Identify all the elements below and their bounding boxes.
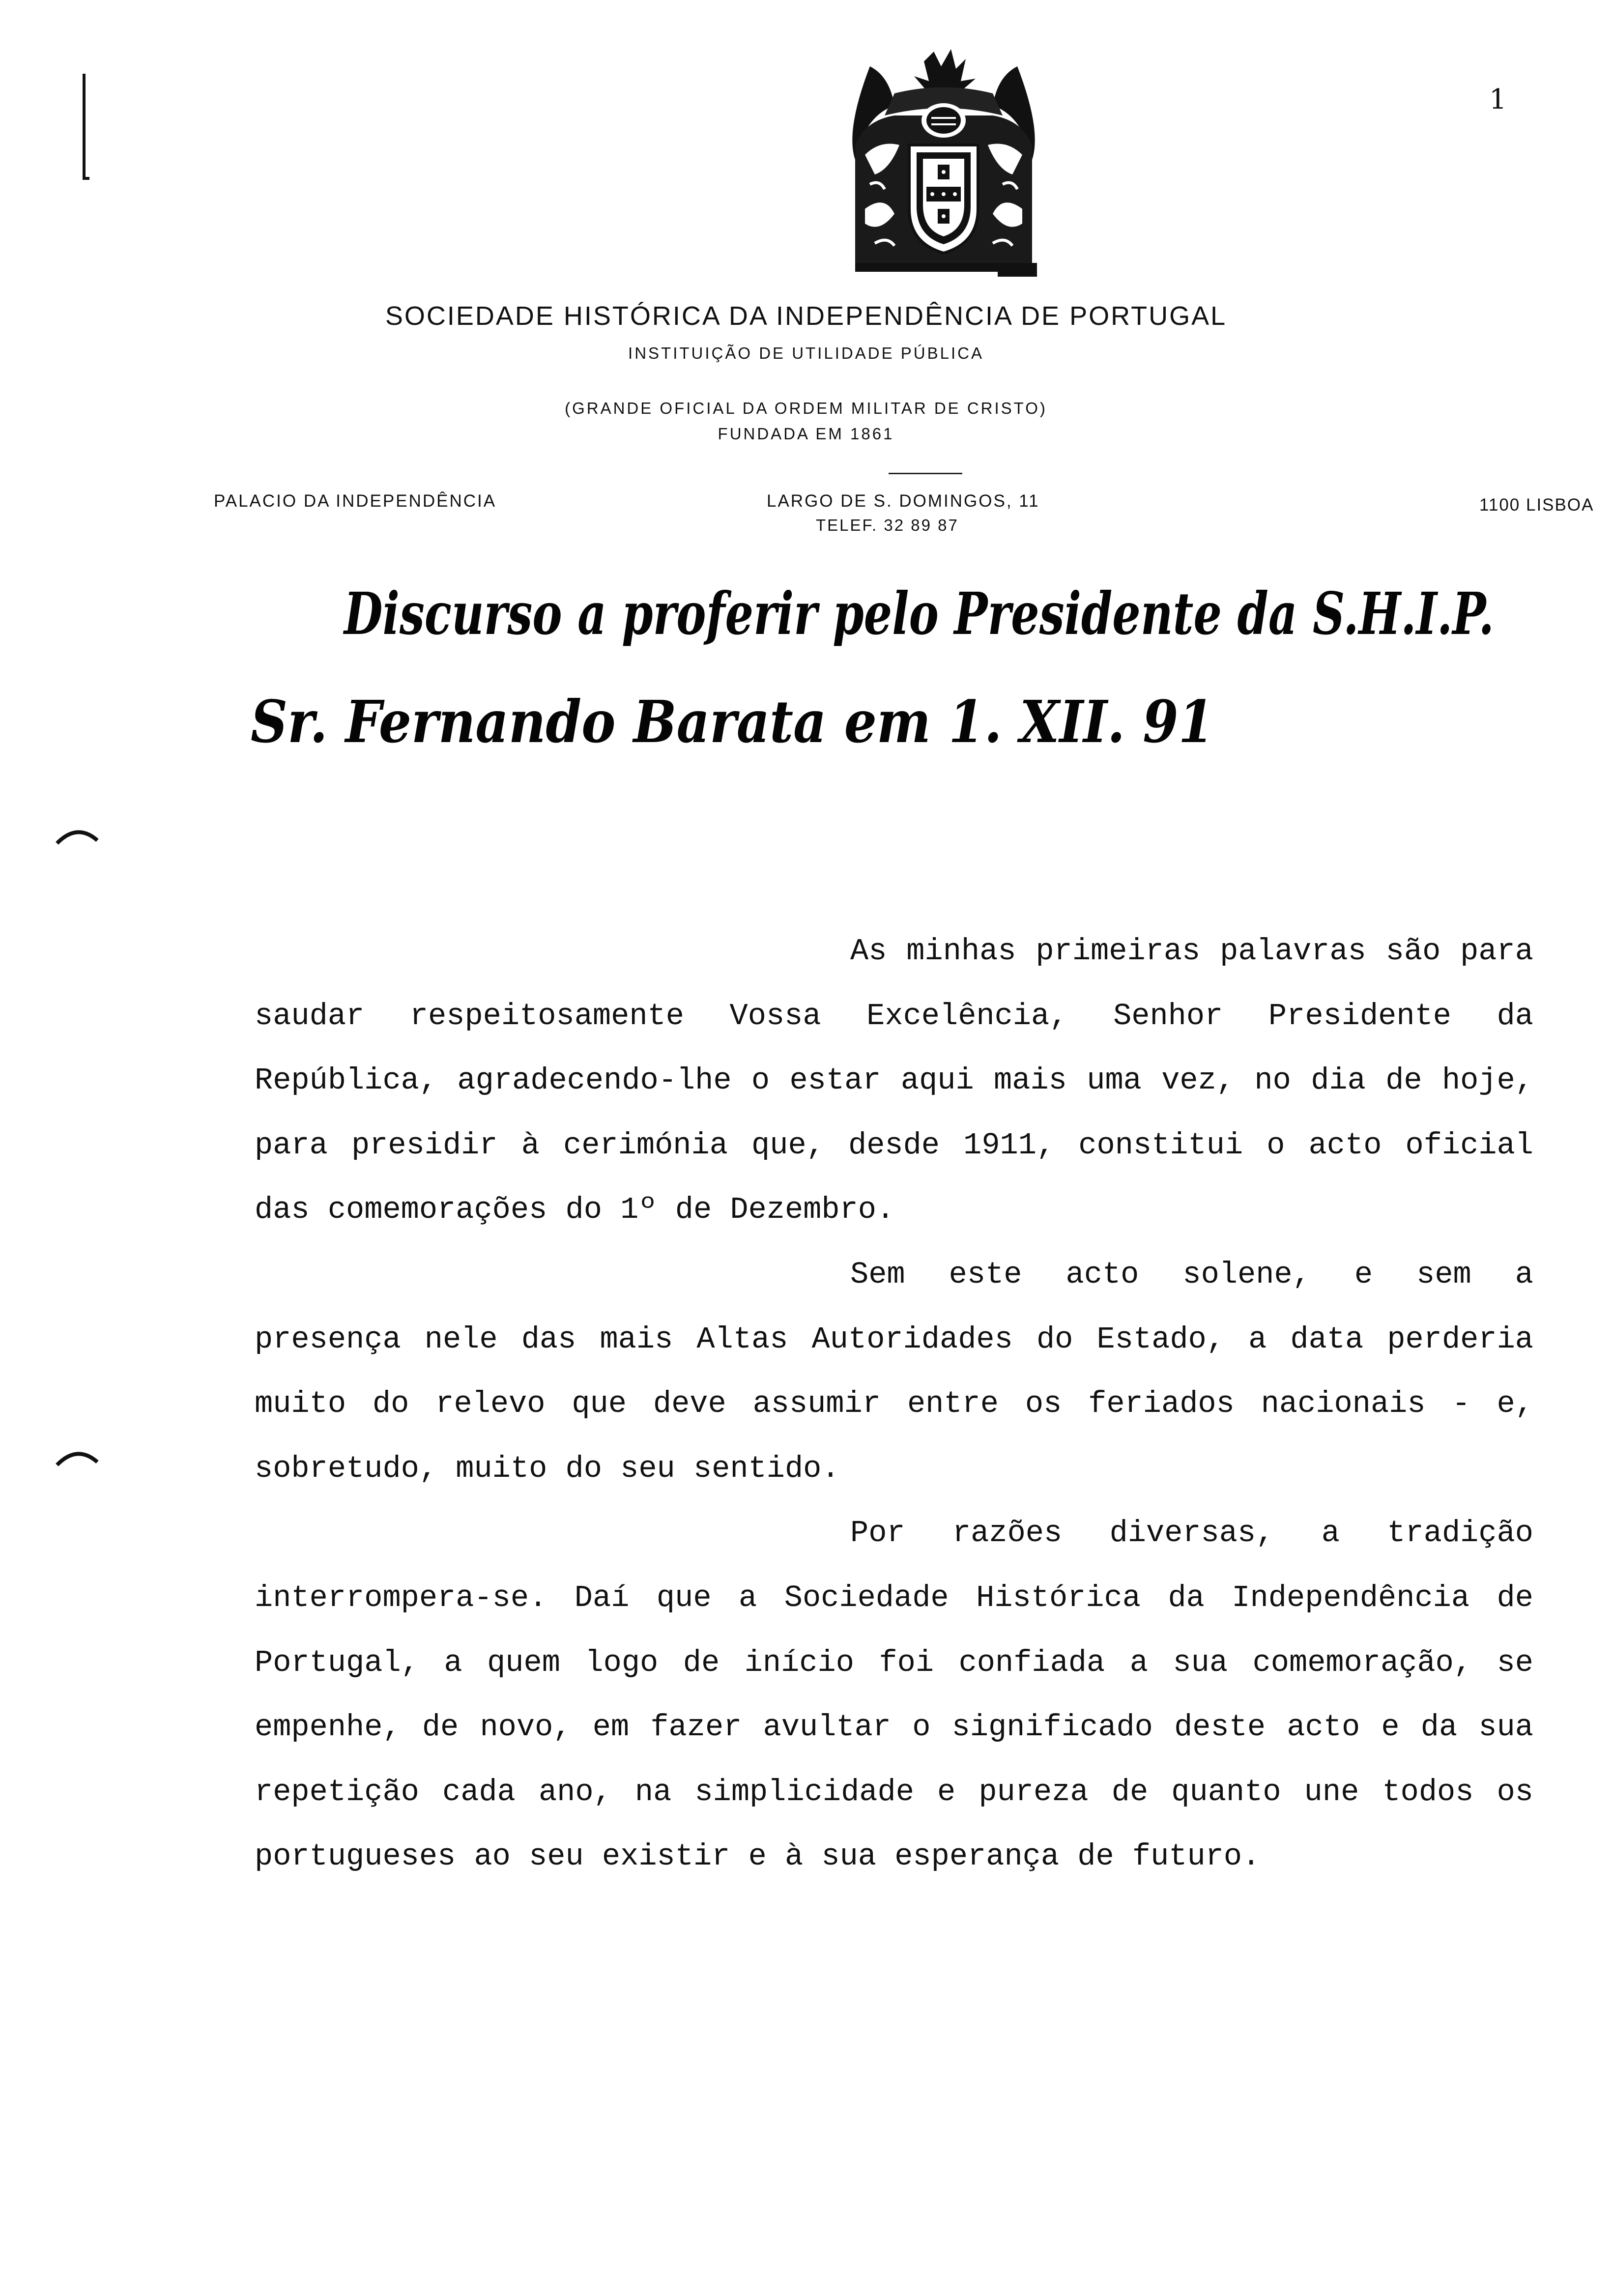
postal-city: 1100 LISBOA	[1479, 495, 1594, 515]
margin-mark-tick	[83, 177, 89, 180]
military-order: (GRANDE OFICIAL DA ORDEM MILITAR DE CRISTO)	[565, 399, 1047, 417]
institution-status: INSTITUIÇÃO DE UTILIDADE PÚBLICA	[628, 344, 984, 362]
telephone: TELEF. 32 89 87	[816, 516, 959, 534]
founding-year: FUNDADA EM 1861	[718, 425, 894, 443]
society-name: SOCIEDADE HISTÓRICA DA INDEPENDÊNCIA DE PORTUGAL	[385, 301, 1227, 331]
speech-body	[255, 919, 1533, 1889]
coat-of-arms-logo	[835, 47, 1052, 283]
header-divider	[889, 473, 962, 474]
punch-hole-mark	[55, 826, 99, 845]
handwritten-note	[231, 560, 1558, 776]
paragraph-3: Por razões diversas, a tradição interrompera-se. Daí que a Sociedade Histórica da Independência de Portugal, a quem logo de início foi confiada a sua comemoração, se empenhe, de novo, em fazer avultar o significado deste acto e da sua repetição cada ano, na simplicidade e pureza de quanto une todos os portugueses ao seu existir e à sua esperança de futuro.	[255, 1516, 1533, 1874]
palace-name: PALACIO DA INDEPENDÊNCIA	[214, 491, 497, 511]
handwritten-line-1: Discurso a proferir pelo Presidente da S.H.I.P.	[343, 579, 1494, 648]
punch-hole-mark	[55, 1447, 99, 1467]
page-number: 1	[1489, 84, 1507, 115]
paragraph-2: Sem este acto solene, e sem a presença nele das mais Altas Autoridades do Estado, a data perderia muito do relevo que deve assumir entre os feriados nacionais - e, sobretudo, muito do seu sentido.	[255, 1257, 1533, 1486]
margin-mark	[83, 74, 86, 179]
paragraph-1: As minhas primeiras palavras são para saudar respeitosamente Vossa Excelência, Senhor Presidente da República, agradecendo-lhe o estar aqui mais uma vez, no dia de hoje, para presidir à cerimónia que, desde 1911, constitui o acto oficial das comemorações do 1º de Dezembro.	[255, 934, 1533, 1228]
street-address: LARGO DE S. DOMINGOS, 11	[767, 491, 1040, 511]
handwritten-line-2: Sr. Fernando Barata em 1. XII. 91	[251, 688, 1214, 756]
